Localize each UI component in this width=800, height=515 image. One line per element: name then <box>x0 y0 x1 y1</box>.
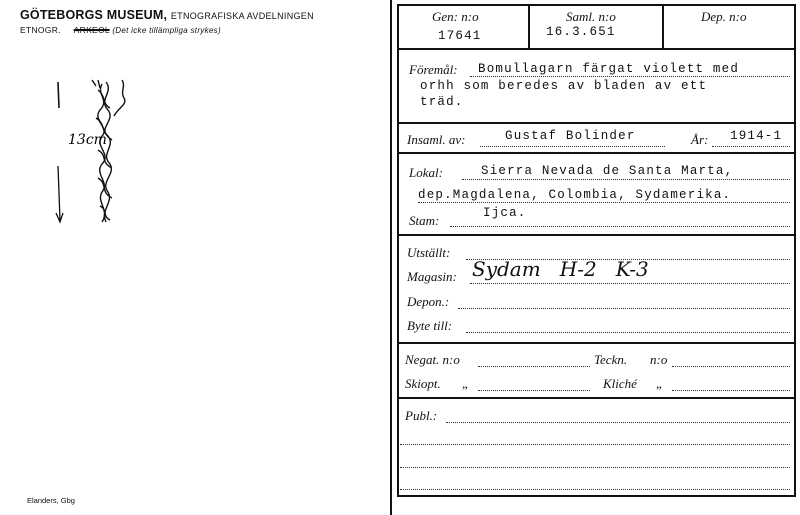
stam-label: Stam: <box>409 213 440 228</box>
lokal-dotted-line-2 <box>418 202 790 203</box>
insaml-value: Gustaf Bolinder <box>505 129 636 143</box>
foremal-dotted-line <box>470 76 790 77</box>
saml-value: 16.3.651 <box>546 25 616 39</box>
museum-name: GÖTEBORGS MUSEUM, <box>20 8 168 22</box>
teckn-no-label: n:o <box>650 352 668 367</box>
ar-label: År: <box>691 132 709 147</box>
foremal-line3: träd. <box>420 95 464 109</box>
number-divider-1 <box>528 4 530 48</box>
lokal-dotted-line-1 <box>462 179 790 180</box>
frame-left-border <box>397 4 399 496</box>
publ-label: Publ.: <box>405 408 438 423</box>
insaml-dotted-line <box>480 146 665 147</box>
ar-value: 1914-1 <box>730 129 783 143</box>
saml-label: Saml. n:o <box>566 9 616 24</box>
section-divider-object <box>397 122 796 124</box>
stam-dotted-line <box>450 226 790 227</box>
magasin-value: Sydam H-2 K-3 <box>472 257 649 281</box>
kliche-ditto-mark: „ <box>656 376 664 391</box>
depon-dotted-line <box>458 308 790 309</box>
magasin-label: Magasin: <box>407 269 457 284</box>
gen-value: 17641 <box>438 29 482 43</box>
stam-value: Ijca. <box>483 206 527 220</box>
publ-dotted-line-2 <box>400 444 790 445</box>
publ-dotted-line-4 <box>400 489 790 490</box>
section-divider-storage <box>397 342 796 344</box>
scale-label: 13cm <box>68 132 107 148</box>
yarn-specimen-drawing <box>40 70 150 240</box>
byte-label: Byte till: <box>407 318 453 333</box>
utstallt-label: Utställt: <box>407 245 451 260</box>
frame-right-border <box>794 4 796 496</box>
byte-dotted-line <box>466 332 790 333</box>
publ-dotted-line-1 <box>446 422 790 423</box>
insaml-label: Insaml. av: <box>407 132 466 147</box>
lokal-line1: Sierra Nevada de Santa Marta, <box>481 164 734 178</box>
lokal-line2: dep.Magdalena, Colombia, Sydamerika. <box>418 188 732 202</box>
struck-category: ARKEOL <box>73 25 110 35</box>
frame-bottom-border <box>397 495 796 497</box>
frame-top-border <box>397 4 796 6</box>
dep-label: Dep. n:o <box>701 9 747 24</box>
kliche-label: Kliché <box>603 376 637 391</box>
etnogr-label: ETNOGR. <box>20 25 61 35</box>
department-name: ETNOGRAFISKA AVDELNINGEN <box>170 11 314 21</box>
teckn-label: Teckn. <box>594 352 628 367</box>
section-divider-images <box>397 397 796 399</box>
printer-credit: Elanders, Gbg <box>27 496 75 505</box>
skiopt-label: Skiopt. <box>405 376 441 391</box>
negat-dotted-line <box>478 366 590 367</box>
gen-label: Gen: n:o <box>432 9 479 24</box>
teckn-dotted-line <box>672 366 790 367</box>
section-divider-collector <box>397 152 796 154</box>
category-line <box>20 25 221 35</box>
section-divider-locality <box>397 234 796 236</box>
section-divider-numbers <box>397 48 796 50</box>
foremal-line2: orhh som beredes av bladen av ett <box>420 79 708 93</box>
foremal-label: Föremål: <box>409 62 458 77</box>
skiopt-dotted-line <box>478 390 590 391</box>
number-divider-2 <box>662 4 664 48</box>
magasin-dotted-line <box>470 283 790 284</box>
lokal-label: Lokal: <box>409 165 443 180</box>
strike-note: (Det icke tillämpliga strykes) <box>112 26 221 35</box>
ar-dotted-line <box>712 146 790 147</box>
foremal-line1: Bomullagarn färgat violett med <box>478 62 740 76</box>
publ-dotted-line-3 <box>400 467 790 468</box>
depon-label: Depon.: <box>407 294 450 309</box>
skiopt-ditto-mark: „ <box>462 376 470 391</box>
card-fold-line <box>390 0 392 515</box>
kliche-dotted-line <box>672 390 790 391</box>
negat-label: Negat. n:o <box>405 352 460 367</box>
museum-heading <box>20 8 314 22</box>
